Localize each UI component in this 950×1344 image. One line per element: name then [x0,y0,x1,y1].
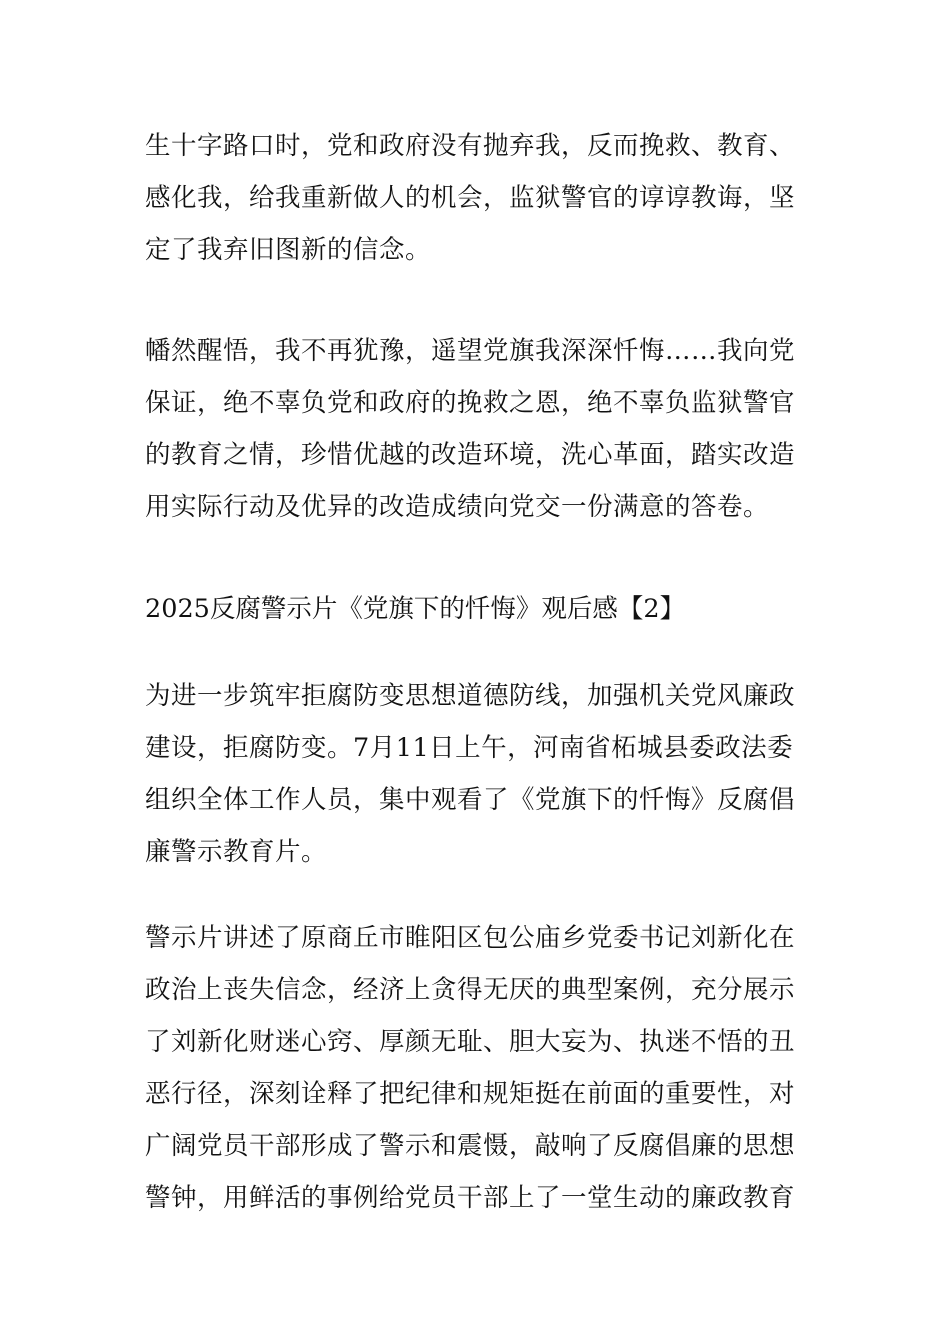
paragraph-2 [145,325,825,533]
text-line: 建设，拒腐防变。7月11日上午，河南省柘城县委政法委 [145,733,794,763]
text-line: 政治上丧失信念，经济上贪得无厌的典型案例，充分展示 [145,975,796,1005]
text-line: 生十字路口时，党和政府没有抛弃我，反而挽救、教育、 [145,131,796,161]
paragraph-1 [145,120,825,276]
text-line: 保证，绝不辜负党和政府的挽救之恩，绝不辜负监狱警官 [145,388,796,418]
paragraph-3 [145,670,825,878]
text-line: 恶行径，深刻诠释了把纪律和规矩挺在前面的重要性，对 [145,1079,796,1109]
text-line: 组织全体工作人员，集中观看了《党旗下的忏悔》反腐倡 [145,785,796,815]
text-line: 定了我弃旧图新的信念。 [145,235,432,265]
text-line: 廉警示教育片。 [145,837,328,867]
text-line: 的教育之情，珍惜优越的改造环境，洗心革面，踏实改造 [145,440,796,470]
text-line: 用实际行动及优异的改造成绩向党交一份满意的答卷。 [145,492,770,522]
text-line: 感化我，给我重新做人的机会，监狱警官的谆谆教诲，坚 [145,183,796,213]
text-line: 了刘新化财迷心窍、厚颜无耻、胆大妄为、执迷不悟的丑 [145,1027,796,1057]
text-line: 广阔党员干部形成了警示和震慑，敲响了反腐倡廉的思想 [145,1131,796,1161]
text-line: 警示片讲述了原商丘市睢阳区包公庙乡党委书记刘新化在 [145,923,796,953]
text-line: 幡然醒悟，我不再犹豫，遥望党旗我深深忏悔……我向党 [145,336,796,366]
text-line: 为进一步筑牢拒腐防变思想道德防线，加强机关党风廉政 [145,681,796,711]
text-line: 警钟，用鲜活的事例给党员干部上了一堂生动的廉政教育 [145,1183,796,1213]
paragraph-4 [145,912,825,1224]
section-heading: 2025反腐警示片《党旗下的忏悔》观后感【2】 [145,594,686,624]
